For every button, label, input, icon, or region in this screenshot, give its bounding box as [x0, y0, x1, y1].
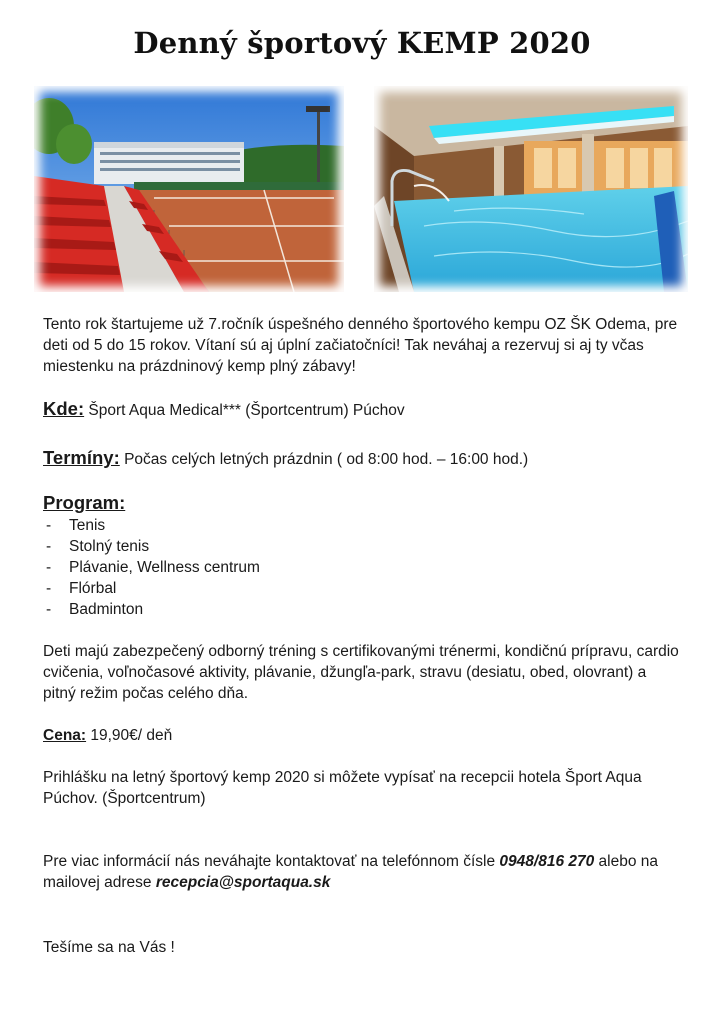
- email-address[interactable]: recepcia@sportaqua.sk: [155, 874, 331, 891]
- list-item: - Badminton: [46, 601, 144, 618]
- tennis-court-stadium-photo: [34, 86, 344, 292]
- program-list: [43, 515, 683, 620]
- details-paragraph: Deti majú zabezpečený odborný tréning s certifikovanými trénermi, kondičnú prípravu, cardio cvičenia, voľnočasové aktivity, plávanie, džungľa-park, stravu (desiatu, obed, olovrant) a pitný režim počas celého dňa.: [43, 643, 679, 702]
- document-title: Denný športový KEMP 2020: [133, 26, 591, 60]
- program-label: Program:: [43, 492, 126, 513]
- price-line: [43, 725, 683, 746]
- document-body: [43, 314, 683, 958]
- indoor-swimming-pool-photo: [374, 86, 688, 292]
- intro-paragraph: Tento rok štartujeme už 7.ročník úspešného denného športového kempu OZ ŠK Odema, pre deti od 5 do 15 rokov. Vítaní sú aj úplní začiatočníci! Tak neváhaj a rezervuj si aj ty včas miestenku na prázdninový kemp plný zábavy!: [43, 316, 678, 375]
- location-value: Šport Aqua Medical*** (Športcentrum) Púchov: [84, 402, 405, 419]
- list-item: - Stolný tenis: [46, 538, 150, 555]
- dates-line: [43, 447, 683, 470]
- location-label: Kde:: [43, 398, 85, 419]
- price-label: Cena:: [43, 727, 87, 744]
- location-line: [43, 398, 683, 421]
- price-value: 19,90€/ deň: [86, 727, 173, 744]
- dates-label: Termíny:: [43, 447, 120, 468]
- phone-number[interactable]: 0948/816 270: [499, 853, 595, 870]
- list-item: - Plávanie, Wellness centrum: [46, 559, 260, 576]
- registration-paragraph: Prihlášku na letný športový kemp 2020 si môžete vypísať na recepcii hotela Šport Aqua Púchov. (Športcentrum): [43, 769, 642, 807]
- program-heading: [43, 492, 683, 515]
- closing-line: Tešíme sa na Vás !: [43, 939, 175, 956]
- list-item: - Tenis: [46, 517, 106, 534]
- list-item: - Flórbal: [46, 580, 117, 597]
- dates-value: Počas celých letných prázdnin ( od 8:00 hod. – 16:00 hod.): [119, 451, 529, 468]
- contact-paragraph: Pre viac informácií nás neváhajte kontaktovať na telefónnom čísle 0948/816 270 alebo na mailovej adrese recepcia@sportaqua.sk: [43, 853, 659, 891]
